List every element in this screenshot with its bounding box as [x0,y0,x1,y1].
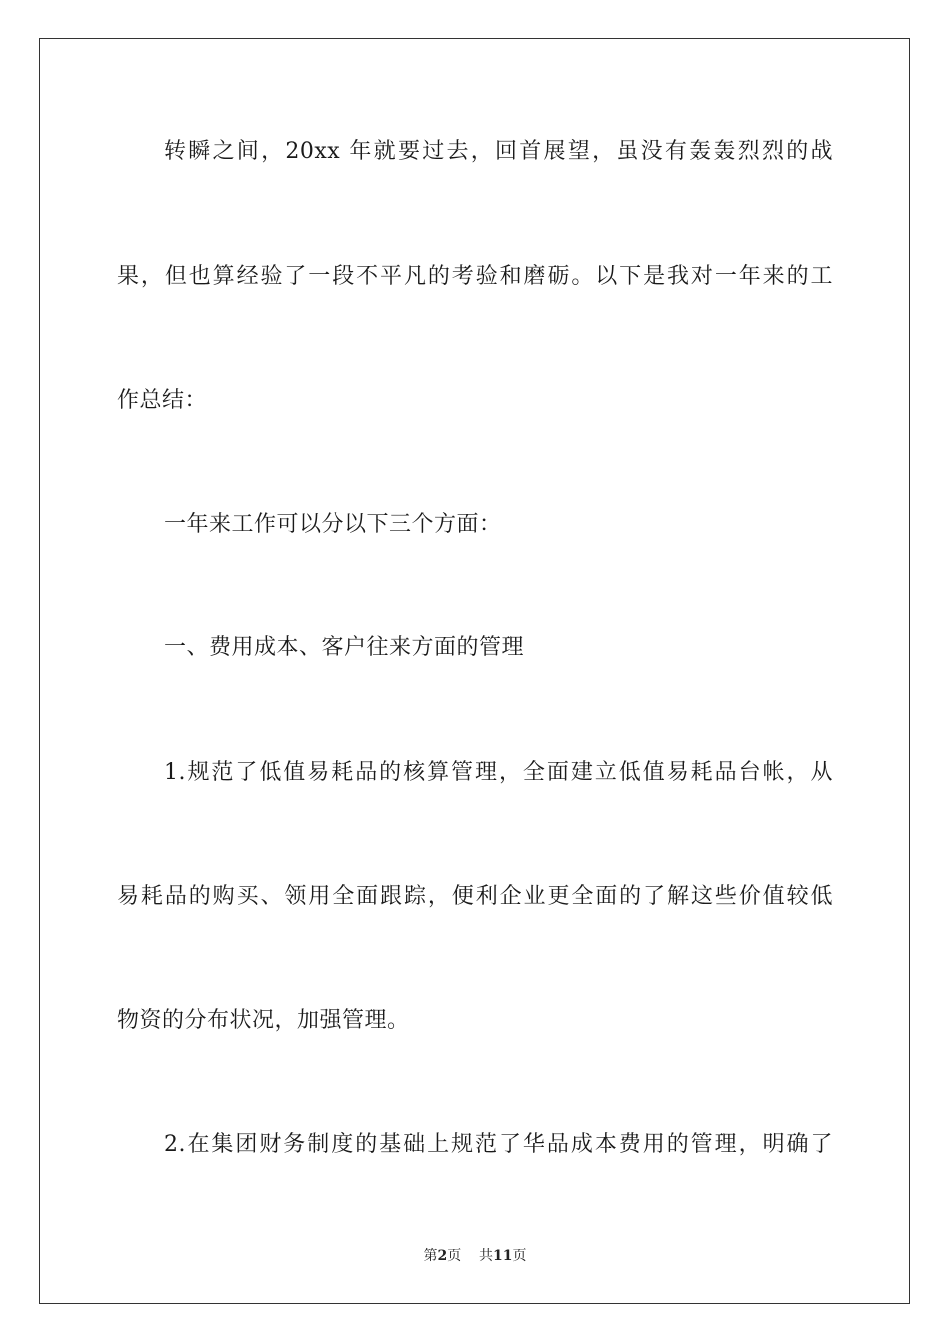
page-footer [0,1246,950,1266]
total-page-count: 11 [493,1248,513,1264]
body-text-line: 1.规范了低值易耗品的核算管理，全面建立低值易耗品台帐，从 [164,760,833,785]
total-label-prefix: 共 [479,1248,494,1264]
body-text-line: 易耗品的购买、领用全面跟踪，便利企业更全面的了解这些价值较低 [117,884,833,909]
body-text-line: 一年来工作可以分以下三个方面： [164,512,502,537]
section-heading: 一、费用成本、客户往来方面的管理 [164,635,525,660]
page-border [39,38,910,1304]
current-page-number: 2 [437,1248,448,1264]
body-text-line: 作总结： [117,388,208,413]
body-text-line: 2.在集团财务制度的基础上规范了华品成本费用的管理，明确了 [164,1132,833,1157]
page-label-suffix: 页 [447,1248,462,1264]
page-label-prefix: 第 [423,1248,438,1264]
body-text-line: 转瞬之间，20xx 年就要过去，回首展望，虽没有轰轰烈烈的战 [164,139,833,164]
body-text-line: 物资的分布状况，加强管理。 [117,1008,410,1033]
total-label-suffix: 页 [512,1248,527,1264]
body-text-line: 果，但也算经验了一段不平凡的考验和磨砺。以下是我对一年来的工 [117,264,833,289]
